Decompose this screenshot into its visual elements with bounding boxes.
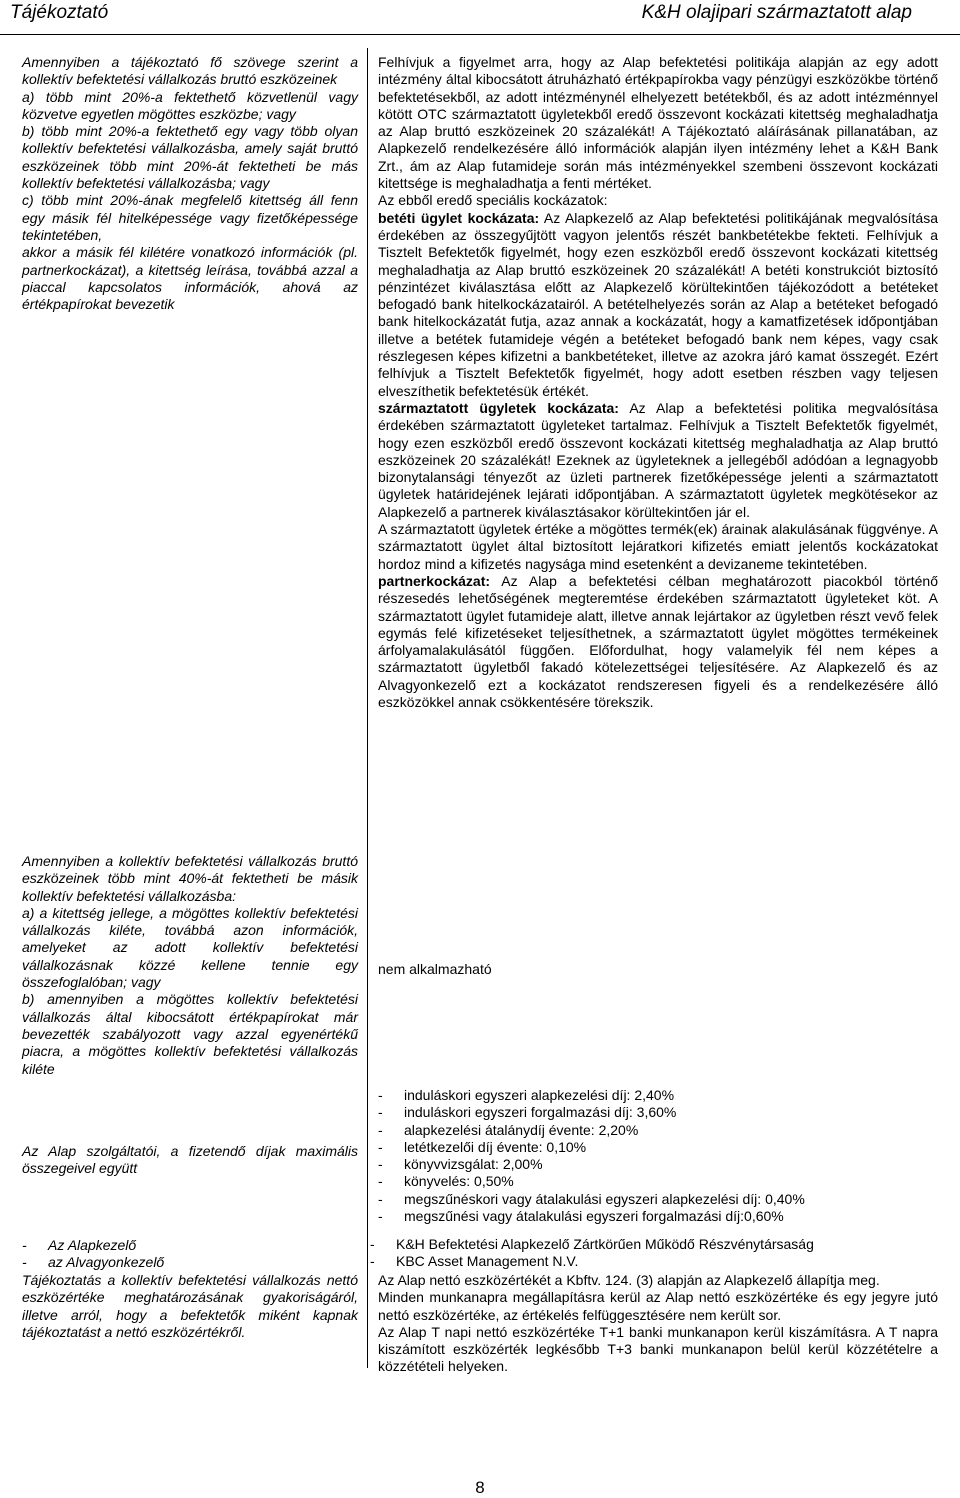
list-item: - KBC Asset Management N.V. xyxy=(370,1253,579,1270)
right-managers xyxy=(370,1236,940,1271)
left-block-providers xyxy=(22,1237,358,1272)
right-text: Az ebből eredő speciális kockázatok: xyxy=(378,192,608,209)
header-left-title: Tájékoztató xyxy=(10,2,109,23)
right-text: nem alkalmazható xyxy=(378,961,492,977)
left-text: b) több mint 20%-a fektethető egy vagy több olyan kollektív befektetési vállalkozásba, amely saját bruttó eszközeinek több mint 20%-át fektetheti be más kollektív befektetési vállalkozásba; vagy xyxy=(22,123,358,192)
right-text: betéti ügylet kockázata: Az Alapkezelő az Alap befektetési politikájának megvalósítása érdekében az összegyűjtött vagyon jelentős részét bankbetétekbe fekteti. Felhívjuk a Tisztelt Befektetők figyelmét, hogy ezen eszközből eredő összevont kockázati kitettség meghaladhatja az Alap bruttó eszközeinek 20 százalékát! A betéti konstrukciót biztosító pénzintézet kiválasztása előtt az Alapkezelő körültekintően tájékozódott a betéteket befogadó bank hitelkockázatairól. A betételhelyezés során az Alap a betéteket befogadó bank hitelkockázatát futja, azaz annak a kockázatát, hogy a kamatfizetések időpontjában illetve a betétek futamideje végén a betéteket befogadó bank nem képes, vagy csak részlegesen képes kifizetni a bankbetéteket, illetve az azokra járó kamat összegét. Ezért felhívjuk a Tisztelt Befektetők figyelmét, hogy adott esetben részben vagy teljesen elveszíthetik befektetésük értékét. xyxy=(378,209,938,399)
list-item: - könyvelés: 0,50% xyxy=(378,1173,514,1190)
left-block-nav-info xyxy=(22,1272,358,1341)
column-divider xyxy=(367,48,368,1368)
list-item: - alapkezelési átalánydíj évente: 2,20% xyxy=(378,1121,639,1138)
left-text: c) több mint 20%-ának megfelelő kitettség áll fenn egy másik fél hitelképessége vagy fizetőképessége tekintetében, xyxy=(22,192,358,243)
left-text: akkor a másik fél kilétére vonatkozó információk (pl. partnerkockázat), a kitettség leírása, továbbá azzal a piaccal kapcsolatos információk, ahová az értékpapírokat bevezetik xyxy=(22,244,358,313)
left-text: b) amennyiben a mögöttes kollektív befektetési vállalkozás által kibocsátott értékpapírokat már bevezették szabályozott vagy azzal egyenértékű piacra, a mögöttes kollektív befektetési vállalkozás kiléte xyxy=(22,991,358,1077)
left-text: Tájékoztatás a kollektív befektetési vállalkozás nettó eszközértéke meghatározásának gyakoriságáról, illetve arról, hogy a befektetők miként kapnak tájékoztatást a nettó eszközértékről. xyxy=(22,1272,358,1340)
list-item: - letétkezelői díj évente: 0,10% xyxy=(378,1138,587,1155)
left-text: Amennyiben a kollektív befektetési vállalkozás bruttó eszközeinek több mint 40%-át fektetheti be másik kollektív befektetési vállalkozásba: xyxy=(22,853,358,904)
list-item: - Az Alapkezelő xyxy=(22,1237,137,1253)
right-text: partnerkockázat: Az Alap a befektetési célban meghatározott piacokból történő részesedés lehetőségének megteremtése érdekében származtatott ügyleteket köt. A származtatott ügylet futamideje alatt, illetve annak lejártakor az ügyletben részt vevő felek egymás felé kifizetéseket teljesíthetnek, a származtatott ügylet mögöttes termékeinek árfolyamalakulásától függően. Előfordulhat, hogy valamelyik fél nem képes a származtatott ügyletből fakadó kötelezettségei teljesítésére. Az Alapkezelő és az Alvagyonkezelő ezt a kockázatot rendszeresen figyeli és a rendelkezésére álló eszközökkel annak csökkentésére törekszik. xyxy=(378,572,938,710)
left-text: Az Alap szolgáltatói, a fizetendő díjak maximális összegeivel együtt xyxy=(22,1143,358,1177)
right-text: A származtatott ügyletek értéke a mögöttes termék(ek) árainak alakulásának függvénye. A származtatott ügylet által biztosított lejáratkori kifizetés emiatt jelentős kockázatokat hordoz mind a kifizetés nagysága mind esetenként a devizaneme tekintetében. xyxy=(378,521,938,572)
list-item: - könyvvizsgálat: 2,00% xyxy=(378,1156,543,1173)
right-text: Az Alap nettó eszközértékét a Kbftv. 124. (3) alapján az Alapkezelő állapítja meg. xyxy=(378,1272,880,1288)
list-item: - K&H Befektetési Alapkezelő Zártkörűen Működő Részvénytársaság xyxy=(370,1236,814,1252)
right-fee-list xyxy=(378,1087,938,1225)
right-text: származtatott ügyletek kockázata: Az Alap a befektetési politika megvalósítása érdekében származtatott ügyleteket tartalmaz. Felhívjuk a Tisztelt Befektetők figyelmét, hogy ezen eszközből eredő összevont kockázati kitettség meghaladhatja az Alap bruttó eszközeinek 20 százalékát! Ezeknek az ügyleteknek a jellegéből adódóan a legnagyobb bizonytalansági tényezőt az üzleti partnerek fizetőképessége jelenti a származtatott ügyletek határidejének lejárati időpontjában. A származtatott ügyletek megkötésekor az Alapkezelő a partnerek kiválasztásakor körültekintően jár el. xyxy=(378,399,938,520)
header-right-title: K&H olajipari származtatott alap xyxy=(641,2,912,23)
right-not-applied xyxy=(378,961,938,978)
left-block-fund-of-funds xyxy=(22,853,358,1078)
right-block-risks xyxy=(378,54,938,711)
left-text: a) a kitettség jellege, a mögöttes kollektív befektetési vállalkozás kiléte, továbbá azon információk, amelyeket az adott kollektív befektetési vállalkozásnak közzé kellene tennie egy összefoglalóban; vagy xyxy=(22,904,358,991)
right-text: Az Alap T napi nettó eszközértéke T+1 banki munkanapon kerül kiszámításra. A T napra kiszámított eszközérték legkésőbb T+3 banki munkanapon belül kerül közzétételre a közzétételi helyeken. xyxy=(378,1323,938,1375)
right-text: Felhívjuk a figyelmet arra, hogy az Alap befektetési politikája alapján az egy adott intézmény által kibocsátott átruházható értékpapírokba vagy pénzügyi eszközökbe történő befektetésekből, az adott intézménynél elhelyezett betétekből, és az adott intézménnyel kötött OTC származtatott ügyletekből eredő összevont kockázati kitettség meghaladhatja az Alap bruttó eszközeinek 20 százalékát! A Tájékoztató aláírásának pillanatában, az Alapkezelő rendelkezésére álló információk alapján ilyen intézmény lehet a K&H Bank Zrt., ám az Alap futamideje során más intézményekkel szembeni összevont kockázati kitettsége is meghaladhatja a fenti mértéket. xyxy=(378,54,938,192)
list-item: - induláskori egyszeri alapkezelési díj: 2,40% xyxy=(378,1087,675,1103)
right-text: Minden munkanapra megállapításra kerül az Alap nettó eszközértéke és egy jegyre jutó nettó eszközértéke, az értékelés felfüggesztésére nem került sor. xyxy=(378,1289,938,1323)
left-text: a) több mint 20%-a fektethető közvetlenül vagy közvetve egyetlen mögöttes eszközbe; vagy xyxy=(22,88,358,122)
right-nav-info xyxy=(378,1272,938,1376)
list-item: - megszűnéskori vagy átalakulási egyszeri alapkezelési díj: 0,40% xyxy=(378,1190,805,1207)
left-block-fees xyxy=(22,1143,358,1178)
left-text: Amennyiben a tájékoztató fő szövege szerint a kollektív befektetési vállalkozás bruttó eszközeinek xyxy=(22,54,358,88)
page-header xyxy=(0,0,960,35)
list-item: - induláskori egyszeri forgalmazási díj: 3,60% xyxy=(378,1104,677,1121)
page-number: 8 xyxy=(475,1478,485,1497)
list-item: - megszűnési vagy átalakulási egyszeri forgalmazási díj:0,60% xyxy=(378,1208,784,1225)
list-item: - az Alvagyonkezelő xyxy=(22,1254,165,1271)
left-block-concentration xyxy=(22,54,358,313)
